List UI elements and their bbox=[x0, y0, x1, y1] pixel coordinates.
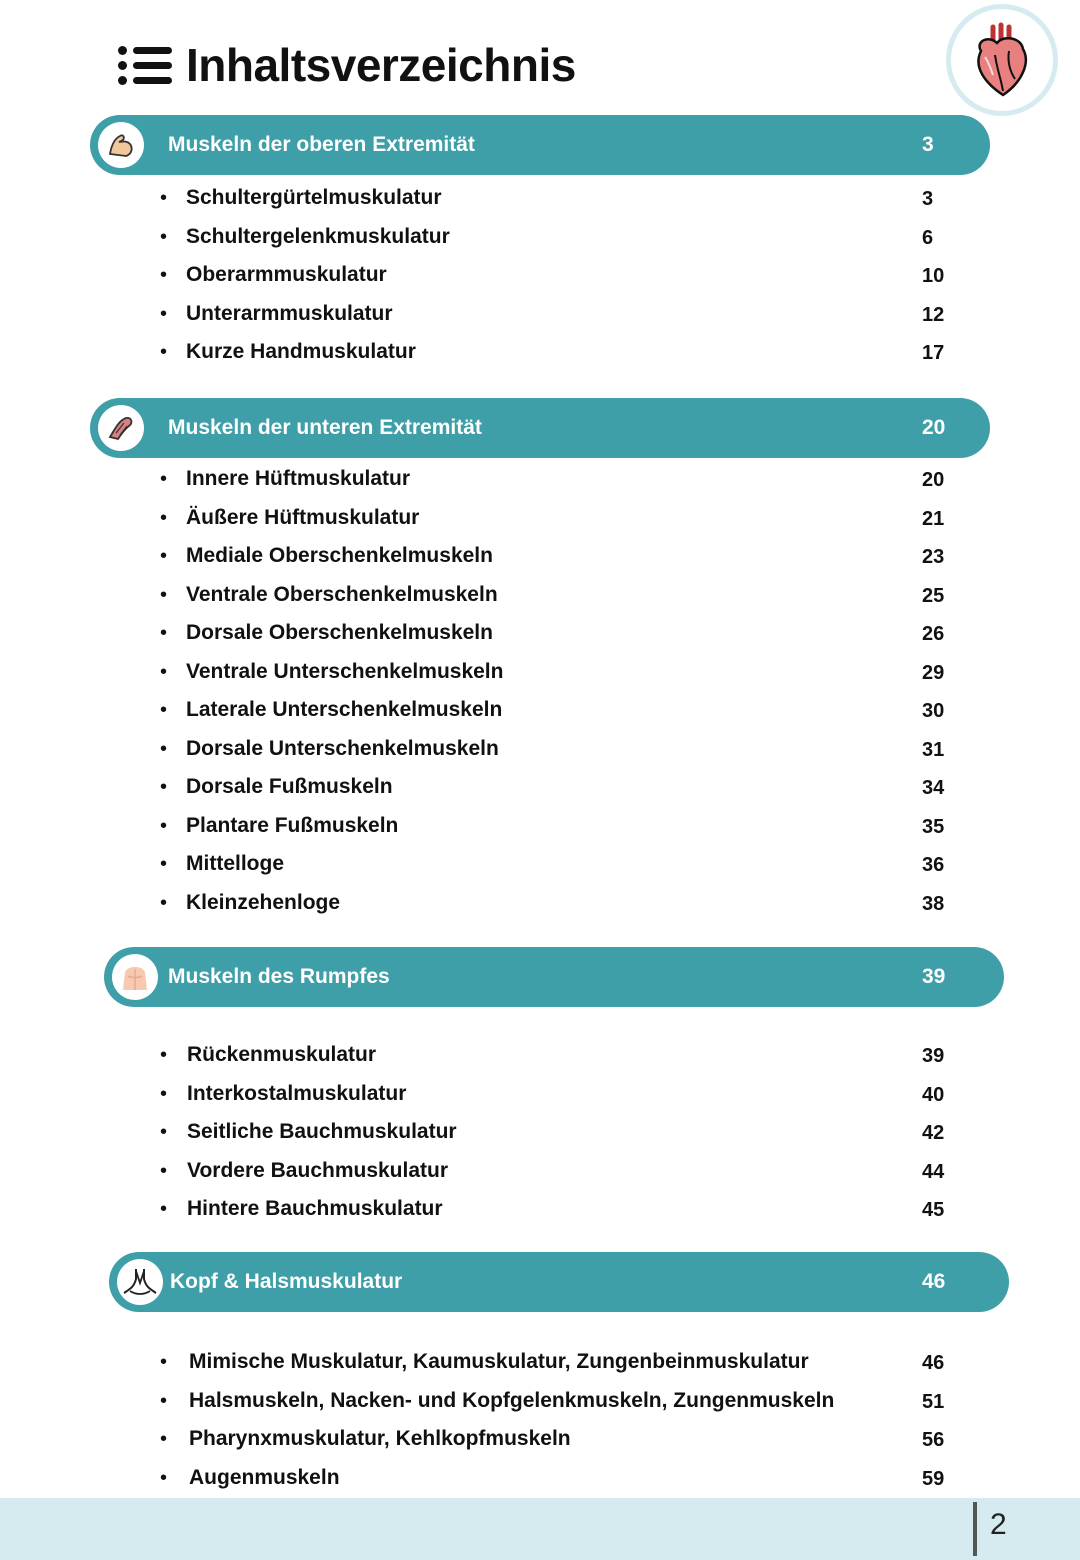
title-row bbox=[118, 38, 576, 92]
bullet-marker: • bbox=[160, 1121, 168, 1143]
toc-entry-page: 56 bbox=[922, 1428, 945, 1451]
bullet-marker: • bbox=[160, 264, 168, 286]
toc-entry-label[interactable]: Schultergürtelmuskulatur bbox=[186, 186, 442, 209]
list-icon bbox=[118, 43, 172, 87]
toc-entry-label[interactable]: Plantare Fußmuskeln bbox=[186, 814, 399, 837]
section-title: Muskeln der oberen Extremität bbox=[168, 133, 475, 156]
toc-entry-page: 59 bbox=[922, 1467, 945, 1490]
toc-entry-label[interactable]: Vordere Bauchmuskulatur bbox=[187, 1159, 449, 1182]
bullet-marker: • bbox=[160, 622, 168, 644]
heart-badge bbox=[946, 4, 1058, 116]
toc-entry-page: 21 bbox=[922, 507, 945, 530]
toc-entry-page: 36 bbox=[922, 853, 945, 876]
bullet-marker: • bbox=[160, 1467, 168, 1489]
bullet-marker: • bbox=[160, 738, 168, 760]
leg-muscle-icon bbox=[98, 405, 144, 451]
bullet-marker: • bbox=[160, 545, 168, 567]
torso-icon bbox=[112, 954, 158, 1000]
toc-entry-page: 38 bbox=[922, 892, 945, 915]
toc-entry-label[interactable]: Unterarmmuskulatur bbox=[186, 302, 393, 325]
toc-entry-label[interactable]: Laterale Unterschenkelmuskeln bbox=[186, 698, 503, 721]
section-title: Kopf & Halsmuskulatur bbox=[170, 1270, 403, 1293]
toc-entry-label[interactable]: Äußere Hüftmuskulatur bbox=[186, 506, 420, 529]
page-title: Inhaltsverzeichnis bbox=[186, 39, 576, 91]
bullet-marker: • bbox=[160, 661, 168, 683]
page-footer bbox=[0, 1498, 1080, 1560]
toc-entry-label[interactable]: Seitliche Bauchmuskulatur bbox=[187, 1120, 457, 1143]
toc-entry-page: 45 bbox=[922, 1198, 945, 1221]
toc-entry-page: 6 bbox=[922, 226, 934, 249]
toc-entry-label[interactable]: Dorsale Fußmuskeln bbox=[186, 775, 393, 798]
toc-entry-label[interactable]: Rückenmuskulatur bbox=[187, 1043, 377, 1066]
toc-entry-label[interactable]: Kurze Handmuskulatur bbox=[186, 340, 416, 363]
toc-entry-label[interactable]: Augenmuskeln bbox=[189, 1466, 340, 1489]
bullet-marker: • bbox=[160, 1351, 168, 1373]
toc-entry-label[interactable]: Ventrale Oberschenkelmuskeln bbox=[186, 583, 498, 606]
bullet-marker: • bbox=[160, 815, 168, 837]
toc-entry-page: 26 bbox=[922, 622, 945, 645]
toc-entry-page: 17 bbox=[922, 341, 945, 364]
toc-entry-page: 46 bbox=[922, 1351, 945, 1374]
bullet-marker: • bbox=[160, 1390, 168, 1412]
toc-entry-page: 30 bbox=[922, 699, 945, 722]
toc-entry-label[interactable]: Ventrale Unterschenkelmuskeln bbox=[186, 660, 504, 683]
toc-entry-label[interactable]: Mediale Oberschenkelmuskeln bbox=[186, 544, 493, 567]
toc-entry-label[interactable]: Hintere Bauchmuskulatur bbox=[187, 1197, 443, 1220]
bullet-marker: • bbox=[160, 699, 168, 721]
toc-entry-label[interactable]: Innere Hüftmuskulatur bbox=[186, 467, 411, 490]
bullet-marker: • bbox=[160, 468, 168, 490]
heart-icon bbox=[971, 21, 1033, 99]
toc-entry-page: 40 bbox=[922, 1083, 945, 1106]
toc-entry-page: 20 bbox=[922, 468, 945, 491]
section-page: 20 bbox=[922, 416, 946, 439]
toc-entry-page: 3 bbox=[922, 187, 934, 210]
neck-muscle-icon bbox=[117, 1259, 163, 1305]
section-header-lower-extremity[interactable] bbox=[90, 398, 990, 458]
toc-entry-label[interactable]: Oberarmmuskulatur bbox=[186, 263, 387, 286]
toc-entry-page: 39 bbox=[922, 1044, 945, 1067]
bullet-marker: • bbox=[160, 507, 168, 529]
toc-entry-page: 34 bbox=[922, 776, 945, 799]
page-number: 2 bbox=[990, 1508, 1007, 1541]
toc-entry-page: 29 bbox=[922, 661, 945, 684]
toc-entry-label[interactable]: Dorsale Unterschenkelmuskeln bbox=[186, 737, 499, 760]
toc-entry-label[interactable]: Schultergelenkmuskulatur bbox=[186, 225, 450, 248]
section-page: 39 bbox=[922, 965, 946, 988]
section-title: Muskeln des Rumpfes bbox=[168, 965, 390, 988]
toc-entry-label[interactable]: Mimische Muskulatur, Kaumuskulatur, Zungenbeinmuskulatur bbox=[189, 1350, 809, 1373]
section-header-trunk[interactable] bbox=[104, 947, 1004, 1007]
bullet-marker: • bbox=[160, 187, 168, 209]
toc-entry-label[interactable]: Kleinzehenloge bbox=[186, 891, 341, 914]
bullet-marker: • bbox=[160, 303, 168, 325]
bullet-marker: • bbox=[160, 892, 168, 914]
bullet-marker: • bbox=[160, 853, 168, 875]
toc-entry-page: 42 bbox=[922, 1121, 945, 1144]
toc-entry-page: 44 bbox=[922, 1160, 945, 1183]
section-page: 46 bbox=[922, 1270, 946, 1293]
toc-entry-page: 35 bbox=[922, 815, 945, 838]
toc-entry-page: 23 bbox=[922, 545, 945, 568]
toc-entry-label[interactable]: Pharynxmuskulatur, Kehlkopfmuskeln bbox=[189, 1427, 571, 1450]
toc-entry-label[interactable]: Dorsale Oberschenkelmuskeln bbox=[186, 621, 493, 644]
toc-entry-page: 10 bbox=[922, 264, 945, 287]
toc-entry-page: 12 bbox=[922, 303, 945, 326]
section-header-head-neck[interactable] bbox=[109, 1252, 1009, 1312]
toc-entry-page: 51 bbox=[922, 1390, 945, 1413]
bullet-marker: • bbox=[160, 584, 168, 606]
toc-entry-label[interactable]: Mittelloge bbox=[186, 852, 284, 875]
bullet-marker: • bbox=[160, 1160, 168, 1182]
toc-entry-page: 31 bbox=[922, 738, 945, 761]
bullet-marker: • bbox=[160, 1198, 168, 1220]
toc-entry-label[interactable]: Halsmuskeln, Nacken- und Kopfgelenkmuskeln, Zungenmuskeln bbox=[189, 1389, 835, 1412]
section-header-upper-extremity[interactable] bbox=[90, 115, 990, 175]
section-title: Muskeln der unteren Extremität bbox=[168, 416, 482, 439]
bullet-marker: • bbox=[160, 776, 168, 798]
bullet-marker: • bbox=[160, 1044, 168, 1066]
bullet-marker: • bbox=[160, 341, 168, 363]
footer-divider bbox=[973, 1502, 977, 1556]
toc-entry-label[interactable]: Interkostalmuskulatur bbox=[187, 1082, 407, 1105]
toc-entry-page: 25 bbox=[922, 584, 945, 607]
bullet-marker: • bbox=[160, 1428, 168, 1450]
bullet-marker: • bbox=[160, 1083, 168, 1105]
bullet-marker: • bbox=[160, 226, 168, 248]
flexed-arm-icon bbox=[98, 122, 144, 168]
section-page: 3 bbox=[922, 133, 934, 156]
